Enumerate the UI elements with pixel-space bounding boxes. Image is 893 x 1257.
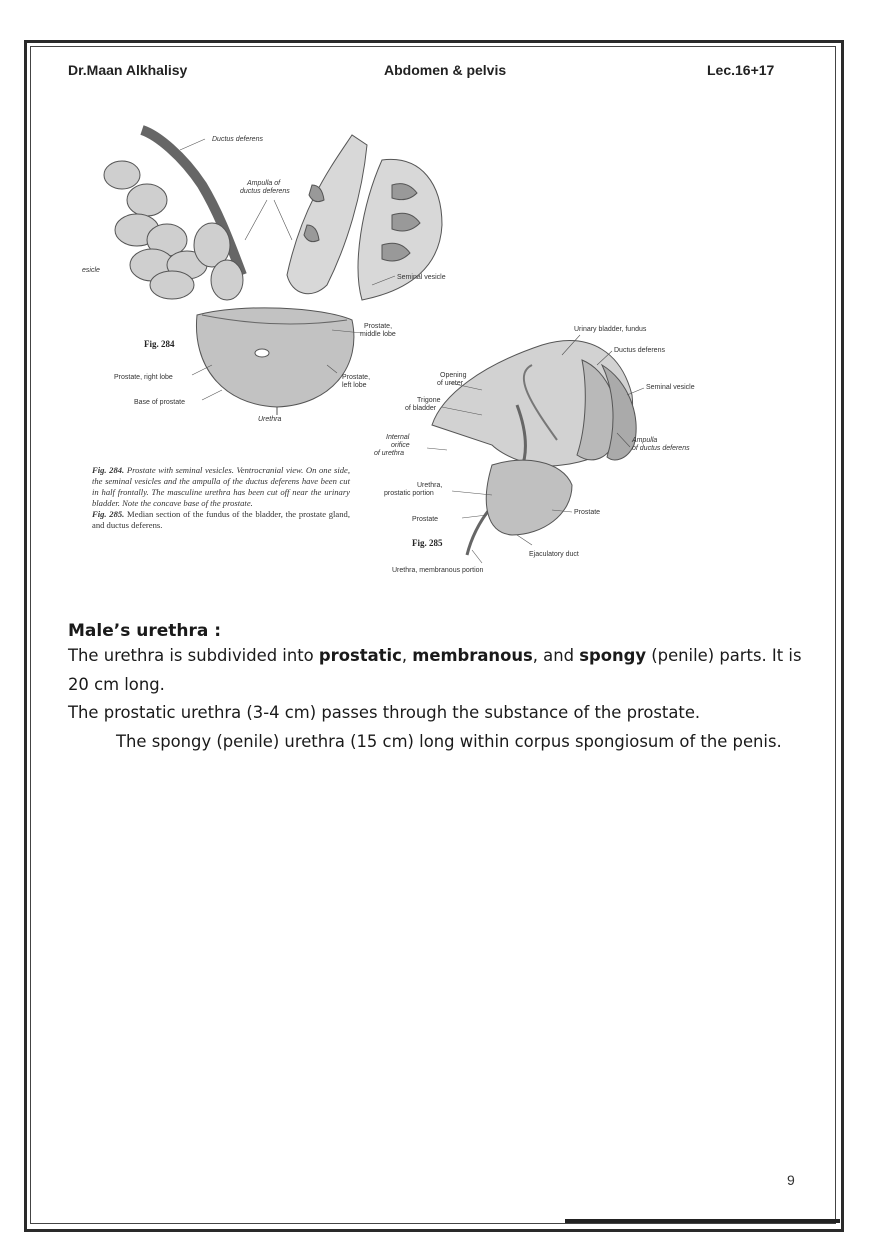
fig284-label-middle-lobe-2: middle lobe bbox=[360, 331, 396, 338]
fig284-drawing bbox=[104, 130, 442, 415]
paragraph-prostatic-urethra: The prostatic urethra (3-4 cm) passes through the substance of the prostate. bbox=[68, 703, 701, 722]
caption-fig285-text: Median section of the fundus of the bladder, the prostate gland, and ductus deferens. bbox=[92, 509, 350, 530]
fig284-number: Fig. 284 bbox=[144, 339, 175, 349]
caption-fig284-title: Prostate with seminal vesicles. Ventrocranial view. bbox=[126, 465, 304, 475]
term-membranous: membranous bbox=[412, 646, 533, 665]
fig285-label-trigone-2: of bladder bbox=[405, 405, 437, 412]
fig285-label-opening-1: Opening bbox=[440, 372, 467, 379]
fig284-label-base: Base of prostate bbox=[134, 399, 185, 406]
term-spongy: spongy bbox=[579, 646, 647, 665]
fig285-label-ductus-deferens: Ductus deferens bbox=[614, 347, 665, 354]
fig285-label-internal-1: Internal bbox=[386, 434, 410, 441]
fig284-label-seminal-vesicle: Seminal vesicle bbox=[397, 274, 446, 281]
fig285-label-membranous: Urethra, membranous portion bbox=[392, 567, 484, 574]
section-heading: Male’s urethra : bbox=[68, 621, 222, 641]
fig285-label-urethra-prostatic-1: Urethra, bbox=[417, 482, 443, 489]
caption-fig284 bbox=[92, 465, 350, 509]
fig284-label-ampulla-2: ductus deferens bbox=[240, 188, 290, 195]
page-number: 9 bbox=[787, 1172, 795, 1188]
figure-caption bbox=[92, 465, 350, 531]
fig284-label-ampulla-1: Ampulla of bbox=[247, 180, 281, 187]
fig285-number: Fig. 285 bbox=[412, 538, 443, 548]
fig285-label-bladder-fundus: Urinary bladder, fundus bbox=[574, 326, 647, 333]
caption-fig285 bbox=[92, 509, 350, 531]
fig285-label-ejaculatory: Ejaculatory duct bbox=[529, 551, 579, 558]
header-author: Dr.Maan Alkhalisy bbox=[68, 62, 188, 78]
caption-fig284-number: Fig. 284. bbox=[92, 465, 125, 475]
p1-text-d: (penile) parts. It is 20 cm long. bbox=[68, 646, 802, 694]
fig284-label-left-lobe-2: left lobe bbox=[342, 382, 367, 389]
p1-text-b: , bbox=[401, 646, 413, 665]
header-lecture: Lec.16+17 bbox=[707, 62, 775, 78]
fig284-label-urethra: Urethra bbox=[258, 416, 282, 423]
fig285-label-opening-2: of ureter bbox=[437, 380, 464, 387]
fig284-label-vesicle-left: esicle bbox=[82, 267, 100, 274]
paragraph-subdivision bbox=[68, 642, 808, 699]
fig285-label-ampulla-2: of ductus deferens bbox=[632, 445, 690, 452]
fig285-label-seminal-vesicle: Seminal vesicle bbox=[646, 384, 695, 391]
caption-fig284-text: On one side, the seminal vesicles and the ampulla of the ductus deferens have been cut in half frontally. The masculine urethra has been cut off near the urinary bladder. Note the concave base of the prostate. bbox=[92, 465, 350, 508]
header-course: Abdomen & pelvis bbox=[384, 62, 507, 78]
caption-fig285-number: Fig. 285. bbox=[92, 509, 125, 519]
fig285-label-trigone-1: Trigone bbox=[417, 397, 441, 404]
fig284-label-right-lobe: Prostate, right lobe bbox=[114, 374, 173, 381]
fig285-label-internal-3: of urethra bbox=[374, 450, 404, 457]
fig285-label-urethra-prostatic-2: prostatic portion bbox=[384, 490, 434, 497]
paragraph-spongy-urethra: The spongy (penile) urethra (15 cm) long within corpus spongiosum of the penis. bbox=[116, 731, 782, 751]
term-prostatic: prostatic bbox=[318, 646, 402, 665]
fig285-label-prostate-right: Prostate bbox=[574, 509, 601, 516]
fig284-label-middle-lobe-1: Prostate, bbox=[364, 323, 393, 330]
fig284-label-ductus-deferens: Ductus deferens bbox=[212, 136, 263, 143]
fig284-label-left-lobe-1: Prostate, bbox=[342, 374, 371, 381]
fig285-label-internal-2: orifice bbox=[391, 442, 410, 449]
urethra-section bbox=[68, 620, 808, 756]
bottom-border-mark bbox=[565, 1219, 840, 1223]
p1-text-a: The urethra is subdivided into bbox=[68, 646, 319, 665]
fig285-label-prostate-left: Prostate bbox=[412, 516, 439, 523]
fig285-label-ampulla-1: Ampulla bbox=[632, 437, 658, 444]
p1-text-c: , and bbox=[532, 646, 580, 665]
